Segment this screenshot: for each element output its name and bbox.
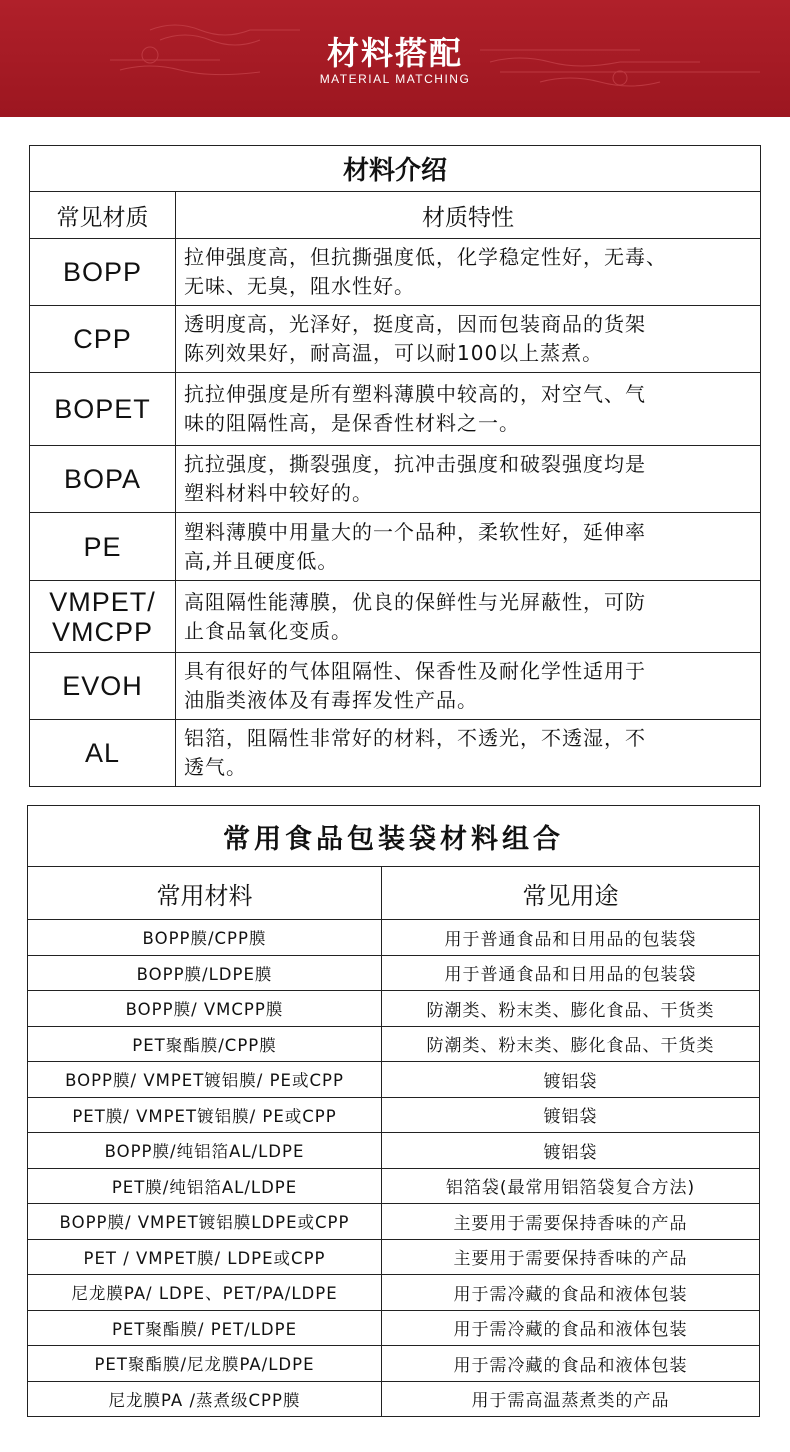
material-name: [30, 581, 176, 653]
desc-line: 抗拉强度，撕裂强度，抗冲击强度和破裂强度均是: [184, 452, 646, 476]
material-line: VMPET/: [49, 586, 156, 617]
combo-material: PET聚酯膜/ PET/LDPE: [28, 1310, 382, 1346]
combo-material: 尼龙膜PA /蒸煮级CPP膜: [28, 1381, 382, 1417]
material-name: AL: [30, 720, 176, 787]
table-row: [28, 955, 760, 991]
combo-usage: 防潮类、粉末类、膨化食品、干货类: [382, 1026, 760, 1062]
table-row: [28, 1239, 760, 1275]
combo-usage: 用于需高温蒸煮类的产品: [382, 1381, 760, 1417]
table-row: [28, 1310, 760, 1346]
table-row: [30, 653, 761, 720]
combo-material: PET聚酯膜/CPP膜: [28, 1026, 382, 1062]
table-row: [30, 239, 761, 306]
material-description: [176, 720, 761, 787]
combo-table-caption: 常用食品包装袋材料组合: [28, 806, 760, 867]
table-row: [30, 306, 761, 373]
table-row: [28, 1381, 760, 1417]
material-description: [176, 306, 761, 373]
header-property: 材质特性: [176, 192, 761, 239]
combo-material: PET / VMPET膜/ LDPE或CPP: [28, 1239, 382, 1275]
intro-table-caption: 材料介绍: [30, 146, 761, 192]
header-banner: [0, 0, 790, 117]
combo-usage: 镀铝袋: [382, 1097, 760, 1133]
combo-material: PET膜/纯铝箔AL/LDPE: [28, 1168, 382, 1204]
banner-subtitle: MATERIAL MATCHING: [319, 72, 471, 86]
desc-line: 味的阻隔性高，是保香性材料之一。: [184, 411, 520, 435]
material-description: [176, 239, 761, 306]
material-name: CPP: [30, 306, 176, 373]
material-description: [176, 513, 761, 581]
header-material: 常见材质: [30, 192, 176, 239]
desc-line: 拉伸强度高，但抗撕强度低，化学稳定性好，无毒、: [184, 245, 667, 269]
table-header-row: [28, 867, 760, 920]
table-row: [28, 1097, 760, 1133]
combo-usage: 用于需冷藏的食品和液体包装: [382, 1346, 760, 1382]
combo-material: BOPP膜/CPP膜: [28, 920, 382, 956]
banner-title: 材料搭配: [326, 34, 463, 72]
header-common-material: 常用材料: [28, 867, 382, 920]
desc-line: 陈列效果好，耐高温，可以耐100以上蒸煮。: [184, 341, 604, 365]
table-row: [30, 373, 761, 446]
desc-line: 高阻隔性能薄膜，优良的保鲜性与光屏蔽性，可防: [184, 589, 646, 614]
header-common-usage: 常见用途: [382, 867, 760, 920]
table-row: [28, 1168, 760, 1204]
desc-line: 高,并且硬度低。: [184, 548, 339, 573]
table-row: [28, 1204, 760, 1240]
combo-material: PET聚酯膜/尼龙膜PA/LDPE: [28, 1346, 382, 1382]
desc-line: 铝箔，阻隔性非常好的材料，不透光，不透湿，不: [184, 726, 646, 750]
desc-line: 透明度高，光泽好，挺度高，因而包装商品的货架: [184, 312, 646, 336]
combo-material: PET膜/ VMPET镀铝膜/ PE或CPP: [28, 1097, 382, 1133]
table-row: [28, 1026, 760, 1062]
combo-usage: 主要用于需要保持香味的产品: [382, 1239, 760, 1275]
table-caption-row: [30, 146, 761, 192]
combo-usage: 防潮类、粉末类、膨化食品、干货类: [382, 991, 760, 1027]
material-combo-table: [27, 805, 760, 1417]
table-caption-row: [28, 806, 760, 867]
desc-line: 塑料材料中较好的。: [184, 481, 373, 505]
table-row: [28, 920, 760, 956]
combo-material: BOPP膜/ VMCPP膜: [28, 991, 382, 1027]
combo-material: BOPP膜/LDPE膜: [28, 955, 382, 991]
desc-line: 透气。: [184, 755, 247, 779]
combo-usage: 主要用于需要保持香味的产品: [382, 1204, 760, 1240]
material-description: [176, 581, 761, 653]
material-name: BOPP: [30, 239, 176, 306]
combo-usage: 铝箔袋(最常用铝箔袋复合方法): [382, 1168, 760, 1204]
desc-line: 无味、无臭，阻水性好。: [184, 274, 415, 298]
material-name: PE: [30, 513, 176, 581]
table-row: [30, 720, 761, 787]
material-description: [176, 446, 761, 513]
table-row: [30, 446, 761, 513]
material-line: VMCPP: [51, 616, 154, 647]
combo-material: BOPP膜/ VMPET镀铝膜LDPE或CPP: [28, 1204, 382, 1240]
desc-line: 塑料薄膜中用量大的一个品种，柔软性好，延伸率: [184, 519, 646, 544]
table-row: [28, 991, 760, 1027]
combo-usage: 用于普通食品和日用品的包装袋: [382, 955, 760, 991]
table-row: [28, 1346, 760, 1382]
desc-line: 抗拉伸强度是所有塑料薄膜中较高的，对空气、气: [184, 382, 646, 406]
desc-line: 止食品氧化变质。: [184, 618, 352, 643]
combo-usage: 用于普通食品和日用品的包装袋: [382, 920, 760, 956]
material-description: [176, 653, 761, 720]
material-name: BOPA: [30, 446, 176, 513]
table-row: [30, 513, 761, 581]
desc-line: 具有很好的气体阻隔性、保香性及耐化学性适用于: [184, 659, 646, 683]
combo-material: BOPP膜/纯铝箔AL/LDPE: [28, 1133, 382, 1169]
table-row: [30, 581, 761, 653]
combo-usage: 用于需冷藏的食品和液体包装: [382, 1275, 760, 1311]
desc-line: 油脂类液体及有毒挥发性产品。: [184, 688, 478, 712]
combo-material: BOPP膜/ VMPET镀铝膜/ PE或CPP: [28, 1062, 382, 1098]
table-row: [28, 1275, 760, 1311]
combo-usage: 用于需冷藏的食品和液体包装: [382, 1310, 760, 1346]
material-description: [176, 373, 761, 446]
material-name: EVOH: [30, 653, 176, 720]
combo-material: 尼龙膜PA/ LDPE、PET/PA/LDPE: [28, 1275, 382, 1311]
material-name: BOPET: [30, 373, 176, 446]
table-header-row: [30, 192, 761, 239]
table-row: [28, 1062, 760, 1098]
table-row: [28, 1133, 760, 1169]
combo-usage: 镀铝袋: [382, 1062, 760, 1098]
material-intro-table: [29, 145, 761, 787]
combo-usage: 镀铝袋: [382, 1133, 760, 1169]
